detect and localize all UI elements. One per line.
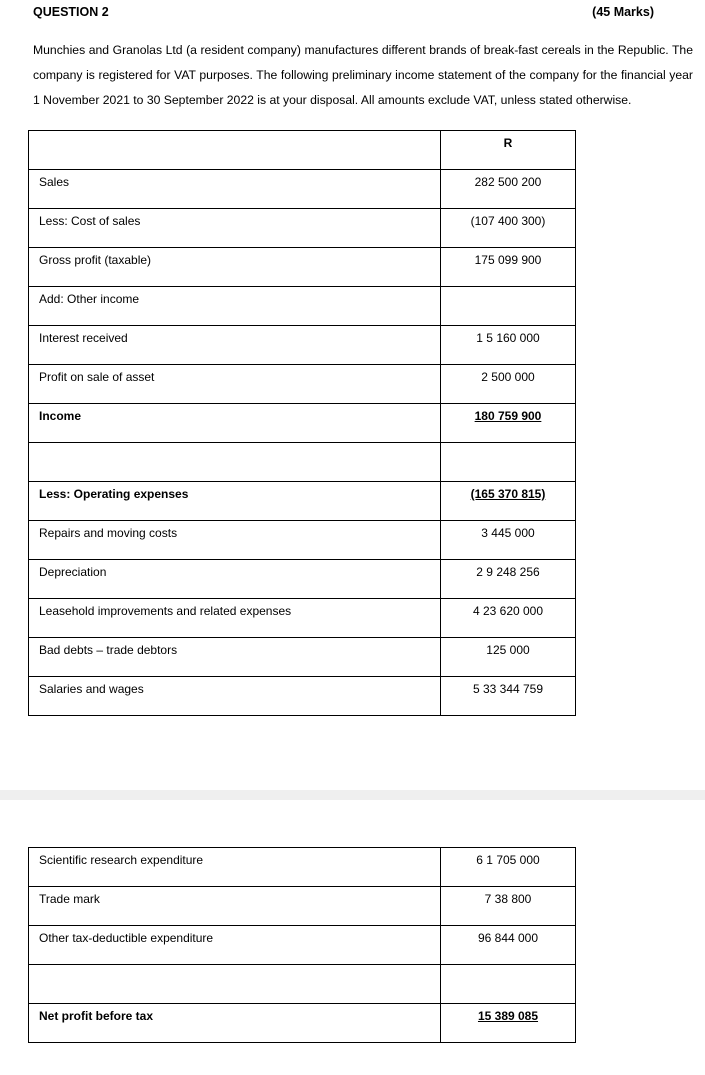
question-intro: Munchies and Granolas Ltd (a resident company) manufactures different brands of break-fast cereals in the Republic. The company is registered for VAT purposes. The following preliminary income statement of the company for the financial year 1 November 2021 to 30 September 2022 is at your disposal. All amounts exclude VAT, unless stated otherwise.	[33, 43, 693, 107]
row-amount: 2 500 000	[441, 365, 576, 404]
table-row-total	[29, 482, 576, 521]
table-row-empty	[29, 443, 576, 482]
table-row	[29, 677, 576, 716]
row-label: Sales	[29, 170, 441, 209]
question-title: QUESTION 2	[33, 5, 109, 19]
row-label: Gross profit (taxable)	[29, 248, 441, 287]
row-label: Repairs and moving costs	[29, 521, 441, 560]
income-statement-table-continued	[28, 847, 576, 1043]
row-amount: 7 38 800	[441, 887, 576, 926]
table-row	[29, 638, 576, 677]
row-amount: 6 1 705 000	[441, 848, 576, 887]
question-marks: (45 Marks)	[592, 5, 654, 19]
row-amount: 15 389 085	[477, 1009, 539, 1023]
table-row-total	[29, 404, 576, 443]
row-label: Interest received	[29, 326, 441, 365]
row-amount: 96 844 000	[441, 926, 576, 965]
row-amount: (107 400 300)	[441, 209, 576, 248]
row-amount: 180 759 900	[474, 409, 542, 423]
row-amount: 3 445 000	[441, 521, 576, 560]
table-row	[29, 365, 576, 404]
row-amount: 175 099 900	[441, 248, 576, 287]
row-label: Scientific research expenditure	[29, 848, 441, 887]
income-statement-table	[28, 130, 576, 716]
row-amount: 5 33 344 759	[441, 677, 576, 716]
row-amount	[441, 965, 576, 1004]
page-separator	[0, 790, 705, 800]
row-label: Less: Cost of sales	[29, 209, 441, 248]
row-label: Add: Other income	[29, 287, 441, 326]
table-row-empty	[29, 965, 576, 1004]
currency-header: R	[441, 131, 576, 170]
table-header-row	[29, 131, 576, 170]
row-label: Bad debts – trade debtors	[29, 638, 441, 677]
row-label: Trade mark	[29, 887, 441, 926]
table-row	[29, 326, 576, 365]
table-row	[29, 287, 576, 326]
row-amount: (165 370 815)	[470, 487, 546, 501]
table-row	[29, 599, 576, 638]
row-label	[29, 965, 441, 1004]
row-amount: 1 5 160 000	[441, 326, 576, 365]
row-label: Less: Operating expenses	[29, 482, 441, 521]
table-row	[29, 248, 576, 287]
row-amount	[441, 443, 576, 482]
table-row-total	[29, 1004, 576, 1043]
row-label: Leasehold improvements and related expenses	[29, 599, 441, 638]
row-label: Depreciation	[29, 560, 441, 599]
row-label: Net profit before tax	[29, 1004, 441, 1043]
row-amount: 4 23 620 000	[441, 599, 576, 638]
row-amount: 2 9 248 256	[441, 560, 576, 599]
row-label: Other tax-deductible expenditure	[29, 926, 441, 965]
table-row	[29, 170, 576, 209]
row-label: Profit on sale of asset	[29, 365, 441, 404]
table-row	[29, 209, 576, 248]
row-label: Income	[29, 404, 441, 443]
page-two	[0, 800, 705, 1075]
row-amount	[441, 287, 576, 326]
row-amount: 282 500 200	[441, 170, 576, 209]
table-row	[29, 560, 576, 599]
row-amount: 125 000	[441, 638, 576, 677]
header-label-cell	[29, 131, 441, 170]
row-label: Salaries and wages	[29, 677, 441, 716]
table-row	[29, 887, 576, 926]
table-row	[29, 848, 576, 887]
table-row	[29, 521, 576, 560]
row-label	[29, 443, 441, 482]
table-row	[29, 926, 576, 965]
